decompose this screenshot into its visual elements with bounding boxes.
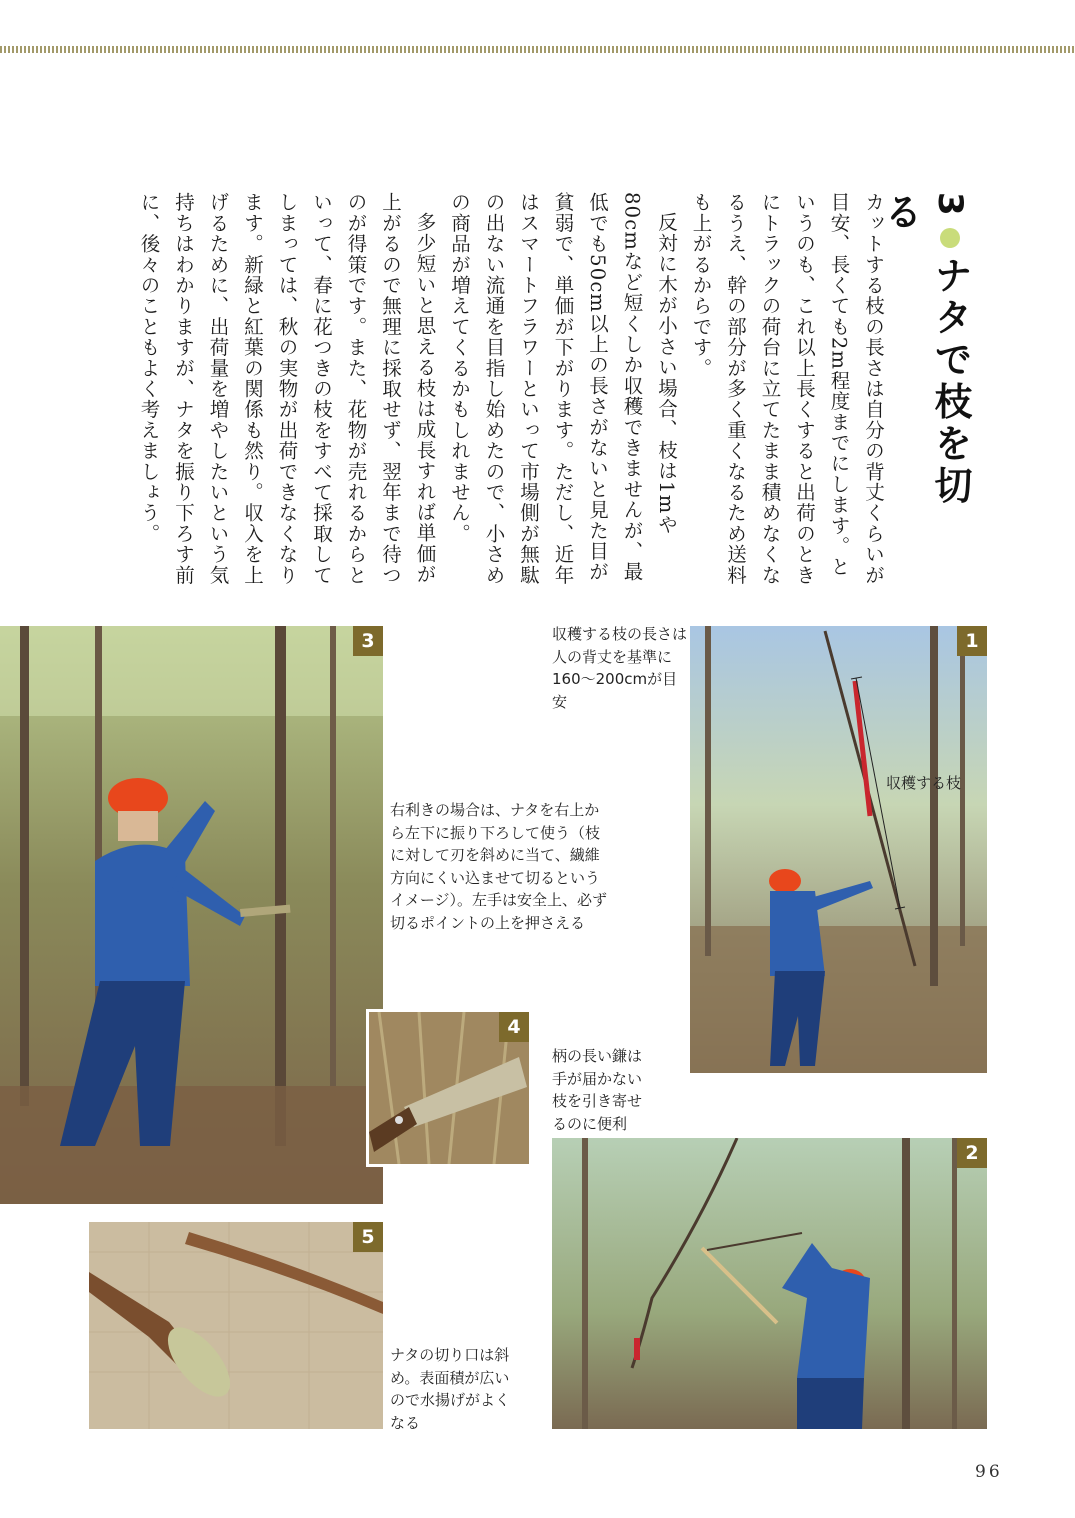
photo-2-long-sickle bbox=[552, 1138, 987, 1429]
photo-5-cut-branch bbox=[89, 1222, 383, 1429]
caption-photo-1: 収穫する枝の長さは人の背丈を基準に160〜200cmが目安 bbox=[552, 625, 688, 711]
paragraph-1: カットする枝の長さは自分の背丈くらいが目安、長くても2m程度までにします。というのも、これ以上長くすると出荷のときにトラックの荷台に立てたまま積めなくなるうえ、幹の部分が多く重くなるため送料も上がるからです。 bbox=[689, 192, 885, 586]
paragraph-3: 多少短いと思える枝は成長すれば単価が上がるので無理に採取せず、翌年まで待つのが得策です。また、花物が売れるからといって、春に花つきの枝をすべて採取してしまっては、秋の実物が出荷できなくなります。新緑と紅葉の関係も然り。収入を上げるために、出荷量を増やしたいという気持ちはわかりますが、ナタを振り下ろす前に、後々のこともよく考えましょう。 bbox=[137, 192, 437, 586]
section-number: 3 bbox=[930, 192, 970, 220]
section-title: ナタで枝を切る bbox=[878, 192, 972, 508]
photo-4-machete-closeup bbox=[366, 1009, 532, 1167]
caption-photo-5: ナタの切り口は斜め。表面積が広いので水揚げがよくなる bbox=[390, 1346, 511, 1432]
top-decorative-rule bbox=[0, 46, 1075, 53]
photo-1-branch-label: 収穫する枝 bbox=[886, 774, 962, 792]
photo-1-badge: 1 bbox=[957, 626, 987, 656]
caption-photo-3: 右利きの場合は、ナタを右上から左下に振り下ろして使う（枝に対して刃を斜めに当て、繊維方向にくい込ませて切るというイメージ）。左手は安全上、必ず切るポイントの上を押さえる bbox=[390, 801, 608, 932]
photo-3-machete-swing bbox=[0, 626, 383, 1204]
body-text bbox=[80, 192, 890, 587]
photo-3-badge: 3 bbox=[353, 626, 383, 656]
photo-4-badge: 4 bbox=[499, 1012, 529, 1042]
section-heading bbox=[878, 192, 975, 542]
photo-5-badge: 5 bbox=[353, 1222, 383, 1252]
caption-photo-2: 柄の長い鎌は手が届かない枝を引き寄せるのに便利 bbox=[552, 1047, 643, 1133]
page-number: 96 bbox=[975, 1462, 1003, 1482]
photo-2-badge: 2 bbox=[957, 1138, 987, 1168]
paragraph-2: 反対に木が小さい場合、枝は1mや80cmなど短くしか収穫できませんが、最低でも50cm以上の長さがないと見た目が貧弱で、単価が下がります。ただし、近年はスマートフラワーといって市場側が無駄の出ない流通を目指し始めたので、小さめの商品が増えてくるかもしれません。 bbox=[448, 192, 678, 586]
photo-1-branch-length bbox=[690, 626, 987, 1073]
heading-dot-icon bbox=[940, 228, 960, 248]
